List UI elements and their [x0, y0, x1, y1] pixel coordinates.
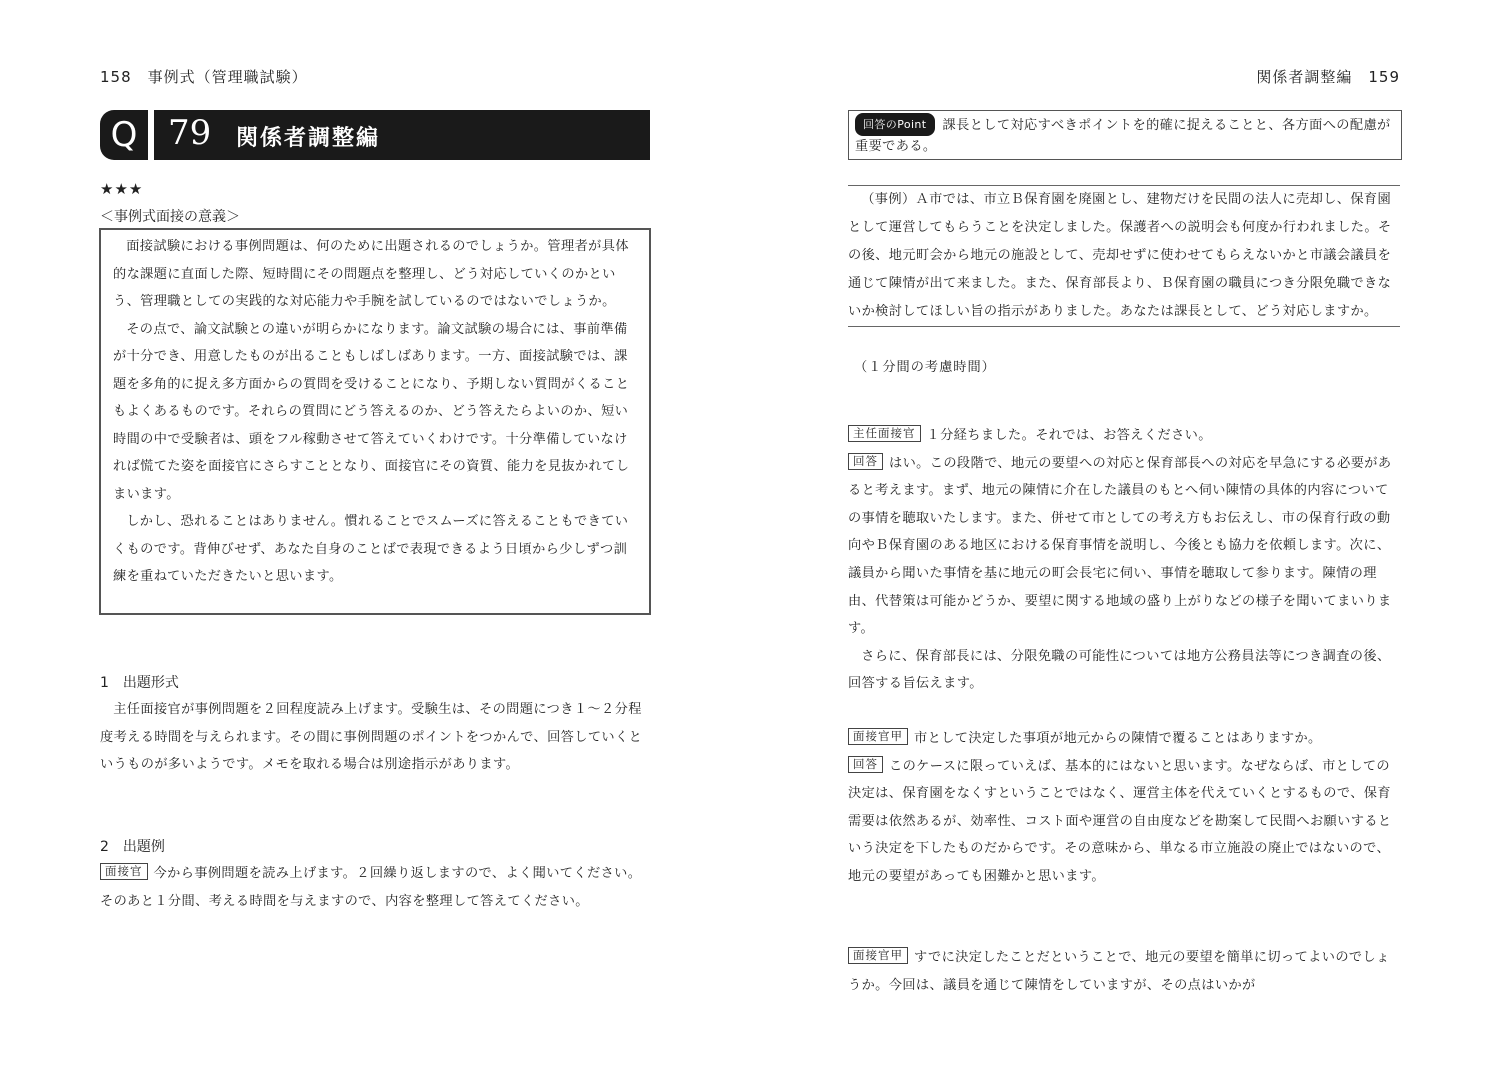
dialogue-line: 面接官甲 市として決定した事項が地元からの陳情で覆ることはありますか。: [848, 725, 1400, 753]
dialogue-block-2: [848, 725, 1400, 891]
intro-paragraph: しかし、恐れることはありません。慣れることでスムーズに答えることもできていくものです。背伸びせず、あなた自身のことばで表現できるよう日頃から少しずつ訓練を重ねていただきたいと思います。: [113, 514, 629, 584]
right-page: [750, 0, 1500, 1084]
speaker-tag: 面接官甲: [848, 947, 908, 964]
section-format: [100, 672, 650, 779]
question-number: 79: [168, 113, 212, 153]
section-example-heading: 2 出題例: [100, 839, 165, 855]
case-text: （事例）Ａ市では、市立Ｂ保育園を廃園とし、建物だけを民間の法人に売却し、保育園として運営してもらうことを決定しました。保護者への説明会も何度か行われました。その後、地元町会から地元の施設として、売却せずに使わせてもらえないかと市議会議員を通じて陳情が出て来ました。また、保育部長より、Ｂ保育園の職員につき分限免職できないか検討してほしい旨の指示がありました。あなたは課長として、どう対応しますか。: [848, 192, 1392, 319]
dialogue-line: 回答 はい。この段階で、地元の要望への対応と保育部長への対応を早急にする必要があると考えます。まず、地元の陳情に介在した議員のもとへ伺い陳情の具体的内容についての事情を聴取いたします。また、併せて市としての考え方もお伝えし、市の保育行政の動向やＢ保育園のある地区における保育事情を説明し、今後とも協力を依頼します。次に、議員から聞いた事情を基に地元の町会長宅に伺い、事情を聴取して参ります。陳情の理由、代替策は可能かどうか、要望に関する地域の盛り上がりなどの様子を聞いてまいります。: [848, 453, 1392, 637]
dialogue-line: 面接官甲 すでに決定したことだということで、地元の要望を簡単に切ってよいのでしょうか。今回は、議員を通じて陳情をしていますが、その点はいかが: [848, 948, 1390, 993]
case-box: [848, 185, 1400, 327]
question-title: 関係者調整編: [236, 126, 381, 151]
running-head-right: 関係者調整編 159: [1256, 68, 1400, 86]
question-banner: [100, 110, 650, 160]
section-format-heading: 1 出題形式: [100, 675, 179, 691]
speaker-tag: 回答: [848, 453, 883, 470]
section-heading: ＜事例式面接の意義＞: [100, 209, 240, 225]
answer-point-text: 課長として対応すべきポイントを的確に捉えることと、各方面への配慮が重要である。: [855, 118, 1391, 154]
difficulty-stars: ★★★: [100, 180, 144, 198]
answer-point-box: [848, 110, 1402, 160]
dialogue-block-1: [848, 422, 1400, 698]
answer-point-label: 回答のPoint: [855, 113, 935, 136]
running-head-left: 158 事例式（管理職試験）: [100, 68, 308, 86]
speaker-tag: 面接官: [100, 863, 148, 880]
intro-paragraph: その点で、論文試験との違いが明らかになります。論文試験の場合には、事前準備が十分でき、用意したものが出ることもしばしばあります。一方、面接試験では、課題を多角的に捉え多方面からの質問を受けることになり、予期しない質問がくることもよくあるものです。それらの質問にどう答えるのか、どう答えたらよいのか、短い時間の中で受験者は、頭をフル稼動させて答えていくわけです。十分準備していなければ慌てた姿を面接官にさらすこととなり、面接官にその資質、能力を見抜かれてしまいます。: [113, 321, 630, 502]
question-badge: Q: [100, 110, 148, 160]
section-example-text: 面接官 今から事例問題を読み上げます。２回繰り返しますので、よく聞いてください。そのあと１分間、考える時間を与えますので、内容を整理して答えてください。: [100, 864, 642, 909]
speaker-tag: 面接官甲: [848, 728, 908, 745]
section-format-text: 主任面接官が事例問題を２回程度読み上げます。受験生は、その問題につき１～２分程度考える時間を与えられます。その間に事例問題のポイントをつかんで、回答していくというものが多いようです。メモを取れる場合は別途指示があります。: [100, 702, 643, 772]
speaker-tag: 回答: [848, 756, 883, 773]
dialogue-block-3: [848, 944, 1400, 999]
thinking-time-note: （１分間の考慮時間）: [854, 360, 996, 375]
dialogue-line: さらに、保育部長には、分限免職の可能性については地方公務員法等につき調査の後、回答する旨伝えます。: [848, 648, 1391, 692]
speaker-tag: 主任面接官: [848, 425, 921, 442]
question-title-bar: [154, 110, 650, 160]
dialogue-line: 回答 このケースに限っていえば、基本的にはないと思います。なぜならば、市としての決定は、保育園をなくすということではなく、運営主体を代えていくとするもので、保育需要は依然あるが、効率性、コスト面や運営の自由度などを勘案して民間へお願いするという決定を下したものだからです。その意味から、単なる市立施設の廃止ではないので、地元の要望があっても困難かと思います。: [848, 756, 1392, 884]
dialogue-line: 主任面接官 １分経ちました。それでは、お答えください。: [848, 422, 1400, 450]
intro-paragraph: 面接試験における事例問題は、何のために出題されるのでしょうか。管理者が具体的な課題に直面した際、短時間にその問題点を整理し、どう対応していくのかという、管理職としての実践的な対応能力や手腕を試しているのではないでしょうか。: [113, 239, 629, 309]
intro-box: [99, 228, 651, 615]
section-example: [100, 836, 650, 915]
